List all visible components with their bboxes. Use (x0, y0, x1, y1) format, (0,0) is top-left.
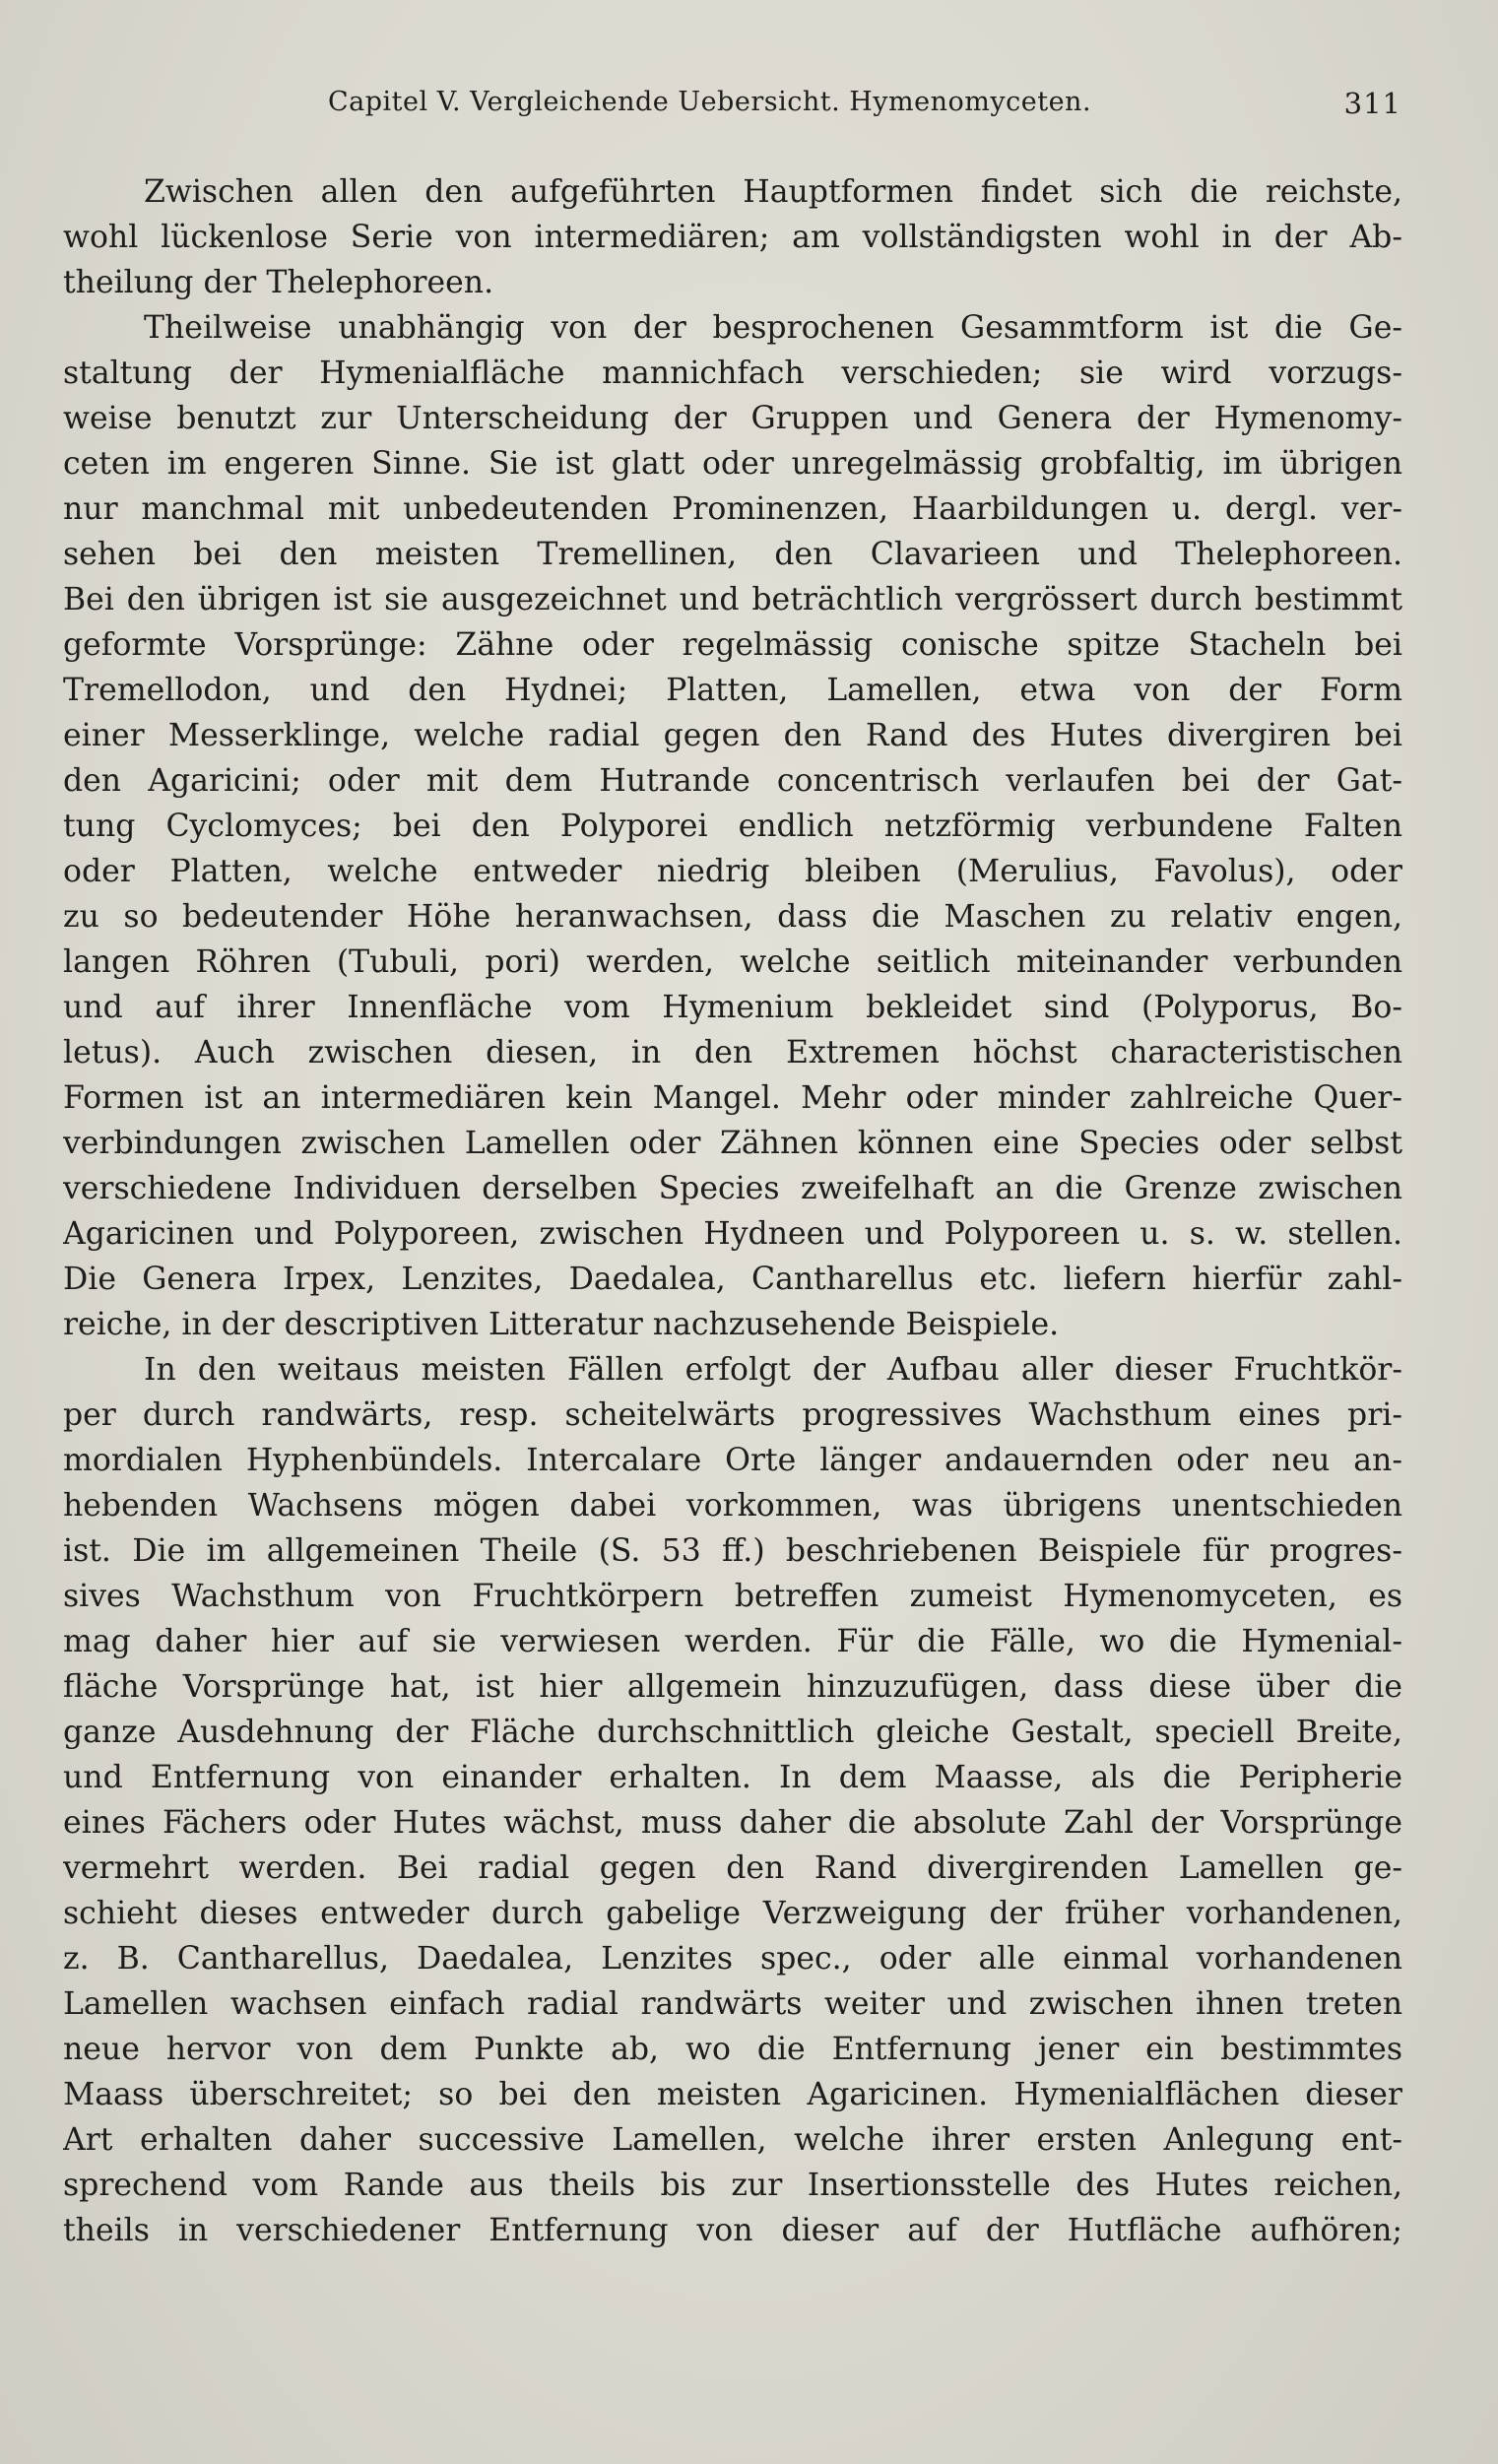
text-line: reiche, in der descriptiven Litteratur nachzusehende Beispiele. (63, 1307, 1060, 1342)
text-line: Die Genera Irpex, Lenzites, Daedalea, Cantharellus etc. liefern hierfür zahl- (63, 1262, 1402, 1297)
text-line: sehen bei den meisten Tremellinen, den Clavarieen und Thelephoreen. (63, 537, 1402, 572)
text-line: vermehrt werden. Bei radial gegen den Rand divergirenden Lamellen ge- (63, 1850, 1402, 1886)
text-line: verschiedene Individuen derselben Species zweifelhaft an die Grenze zwischen (63, 1171, 1402, 1206)
text-line: theilung der Thelephoreen. (63, 265, 494, 300)
text-line: sives Wachsthum von Fruchtkörpern betreffen zumeist Hymenomyceten, es (63, 1579, 1402, 1614)
running-head: Capitel V. Vergleichende Uebersicht. Hymenomyceten. (328, 87, 1092, 117)
text-line: Lamellen wachsen einfach radial randwärts weiter und zwischen ihnen treten (63, 1986, 1402, 2022)
text-line: In den weitaus meisten Fällen erfolgt der Aufbau aller dieser Fruchtkör- (144, 1352, 1402, 1388)
text-line: schieht dieses entweder durch gabelige Verzweigung der früher vorhandenen, (63, 1896, 1402, 1931)
text-line: geformte Vorsprünge: Zähne oder regelmässig conische spitze Stacheln bei (63, 627, 1402, 663)
text-line: Bei den übrigen ist sie ausgezeichnet und beträchtlich vergrössert durch bestimmt (63, 582, 1402, 617)
text-line: nur manchmal mit unbedeutenden Prominenzen, Haarbildungen u. dergl. ver- (63, 491, 1402, 527)
text-line: und auf ihrer Innenfläche vom Hymenium bekleidet sind (Polyporus, Bo- (63, 990, 1402, 1025)
text-line: und Entfernung von einander erhalten. In dem Maasse, als die Peripherie (63, 1760, 1402, 1795)
page-number: 311 (1343, 87, 1401, 120)
text-line: Agaricinen und Polyporeen, zwischen Hydneen und Polyporeen u. s. w. stellen. (63, 1216, 1402, 1252)
text-line: zu so bedeutender Höhe heranwachsen, dass die Maschen zu relativ engen, (63, 899, 1402, 935)
text-line: mag daher hier auf sie verwiesen werden. Für die Fälle, wo die Hymenial- (63, 1624, 1402, 1659)
text-line: eines Fächers oder Hutes wächst, muss daher die absolute Zahl der Vorsprünge (63, 1805, 1402, 1841)
text-line: langen Röhren (Tubuli, pori) werden, welche seitlich miteinander verbunden (63, 944, 1402, 980)
text-line: ist. Die im allgemeinen Theile (S. 53 ff.) beschriebenen Beispiele für progres- (63, 1533, 1402, 1569)
text-line: mordialen Hyphenbündels. Intercalare Orte länger andauernden oder neu an- (63, 1443, 1402, 1478)
text-line: Formen ist an intermediären kein Mangel. Mehr oder minder zahlreiche Quer- (63, 1080, 1402, 1116)
text-line: oder Platten, welche entweder niedrig bleiben (Merulius, Favolus), oder (63, 854, 1402, 889)
text-line: Theilweise unabhängig von der besprochenen Gesammtform ist die Ge- (144, 310, 1402, 346)
text-line: wohl lückenlose Serie von intermediären; am vollständigsten wohl in der Ab- (63, 220, 1402, 255)
text-line: verbindungen zwischen Lamellen oder Zähnen können eine Species oder selbst (63, 1126, 1402, 1161)
text-line: Tremellodon, und den Hydnei; Platten, Lamellen, etwa von der Form (63, 673, 1402, 708)
text-line: Maass überschreitet; so bei den meisten Agaricinen. Hymenialflächen dieser (63, 2077, 1402, 2112)
body-text (63, 169, 1402, 2253)
text-line: z. B. Cantharellus, Daedalea, Lenzites spec., oder alle einmal vorhandenen (63, 1941, 1402, 1977)
text-line: tung Cyclomyces; bei den Polyporei endlich netzförmig verbundene Falten (63, 809, 1402, 844)
text-line: letus). Auch zwischen diesen, in den Extremen höchst characteristischen (63, 1035, 1402, 1070)
text-line: neue hervor von dem Punkte ab, wo die Entfernung jener ein bestimmtes (63, 2032, 1402, 2067)
text-line: Zwischen allen den aufgeführten Hauptformen findet sich die reichste, (144, 174, 1402, 210)
text-line: weise benutzt zur Unterscheidung der Gruppen und Genera der Hymenomy- (63, 401, 1402, 436)
text-line: hebenden Wachsens mögen dabei vorkommen, was übrigens unentschieden (63, 1488, 1402, 1524)
text-line: ganze Ausdehnung der Fläche durchschnittlich gleiche Gestalt, speciell Breite, (63, 1715, 1402, 1750)
text-line: fläche Vorsprünge hat, ist hier allgemein hinzuzufügen, dass diese über die (63, 1669, 1402, 1705)
text-line: per durch randwärts, resp. scheitelwärts progressives Wachsthum eines pri- (63, 1397, 1402, 1433)
text-line: theils in verschiedener Entfernung von dieser auf der Hutfläche aufhören; (63, 2213, 1402, 2248)
text-line: ceten im engeren Sinne. Sie ist glatt oder unregelmässig grobfaltig, im übrigen (63, 446, 1402, 482)
text-line: sprechend vom Rande aus theils bis zur Insertionsstelle des Hutes reichen, (63, 2168, 1402, 2203)
page-header (328, 87, 1401, 136)
text-line: staltung der Hymenialfläche mannichfach verschieden; sie wird vorzugs- (63, 356, 1402, 391)
text-line: Art erhalten daher successive Lamellen, welche ihrer ersten Anlegung ent- (63, 2122, 1402, 2158)
text-line: den Agaricini; oder mit dem Hutrande concentrisch verlaufen bei der Gat- (63, 763, 1402, 799)
text-line: einer Messerklinge, welche radial gegen den Rand des Hutes divergiren bei (63, 718, 1402, 753)
